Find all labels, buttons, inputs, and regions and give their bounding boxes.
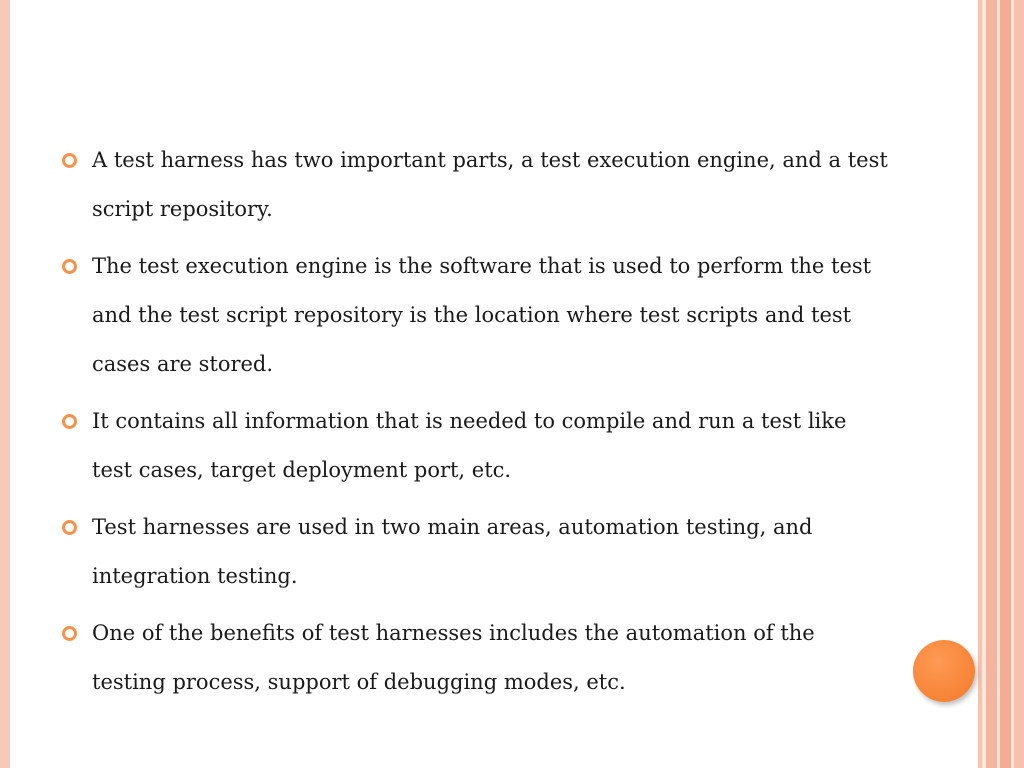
bullet-item	[62, 242, 892, 389]
ring-bullet-icon	[62, 626, 77, 641]
bullet-text: A test harness has two important parts, a test execution engine, and a test script repository.	[92, 148, 888, 221]
ring-bullet-icon	[62, 259, 77, 274]
right-stripe	[986, 0, 997, 768]
bullet-text: One of the benefits of test harnesses includes the automation of the testing process, support of debugging modes, etc.	[92, 621, 815, 694]
bullet-item	[62, 397, 892, 495]
left-decorative-stripe	[0, 0, 10, 768]
ring-bullet-icon	[62, 414, 77, 429]
bullet-item	[62, 503, 892, 601]
right-decorative-band	[978, 0, 1024, 768]
bullet-list	[62, 136, 892, 715]
ring-bullet-icon	[62, 153, 77, 168]
bullet-text: It contains all information that is needed to compile and run a test like test cases, target deployment port, etc.	[92, 409, 847, 482]
orange-circle-decoration	[913, 640, 975, 702]
bullet-item	[62, 609, 892, 707]
bullet-text: Test harnesses are used in two main areas, automation testing, and integration testing.	[92, 515, 813, 588]
bullet-item	[62, 136, 892, 234]
ring-bullet-icon	[62, 520, 77, 535]
right-stripe	[1014, 0, 1024, 768]
right-stripe	[1000, 0, 1011, 768]
bullet-text: The test execution engine is the software that is used to perform the test and the test script repository is the location where test scripts and test cases are stored.	[92, 254, 872, 376]
